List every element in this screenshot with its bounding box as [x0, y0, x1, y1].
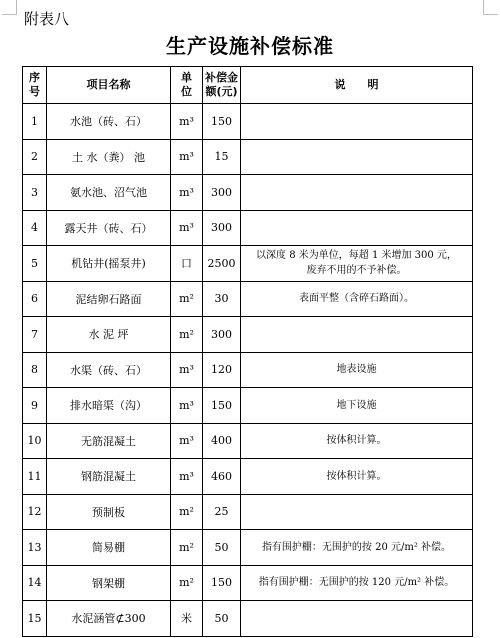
cell-name: 钢架棚 — [47, 565, 171, 601]
cell-name: 水池（砖、石） — [47, 104, 171, 140]
appendix-label: 附表八 — [24, 10, 70, 28]
cell-name: 排水暗渠（沟） — [47, 388, 171, 424]
cell-note: 按体积计算。 — [241, 423, 473, 459]
table-row — [23, 352, 473, 388]
cell-note — [241, 175, 473, 211]
header-note: 说 明 — [241, 67, 473, 104]
cell-note: 地表设施 — [241, 352, 473, 388]
table-header-row — [23, 67, 473, 104]
table-row — [23, 175, 473, 211]
cell-note: 地下设施 — [241, 388, 473, 424]
cell-price: 400 — [203, 423, 241, 459]
cell-no: 9 — [23, 388, 47, 424]
page-title: 生产设施补偿标准 — [166, 34, 334, 58]
cell-price: 15 — [203, 139, 241, 175]
cell-no: 4 — [23, 210, 47, 246]
page-corner-mark-right — [483, 0, 498, 15]
cell-note — [241, 601, 473, 637]
cell-name: 机钻井(摇泵井) — [47, 246, 171, 282]
cell-note — [241, 104, 473, 140]
cell-price: 120 — [203, 352, 241, 388]
table-row — [23, 104, 473, 140]
cell-no: 2 — [23, 139, 47, 175]
cell-unit: 口 — [171, 246, 203, 282]
cell-unit: m³ — [171, 352, 203, 388]
cell-no: 6 — [23, 281, 47, 317]
header-name: 项目名称 — [47, 67, 171, 104]
cell-unit: m³ — [171, 175, 203, 211]
cell-unit: m³ — [171, 388, 203, 424]
table-row — [23, 530, 473, 566]
cell-no: 7 — [23, 317, 47, 353]
cell-unit: 米 — [171, 601, 203, 637]
cell-note — [241, 139, 473, 175]
table-row — [23, 459, 473, 495]
cell-unit: m² — [171, 281, 203, 317]
table-row — [23, 494, 473, 530]
header-price: 补偿金 额(元) — [203, 67, 241, 104]
cell-price: 50 — [203, 601, 241, 637]
cell-price: 300 — [203, 317, 241, 353]
cell-price: 150 — [203, 388, 241, 424]
cell-name: 水泥涵管⊄300 — [47, 601, 171, 637]
cell-name: 水 泥 坪 — [47, 317, 171, 353]
cell-name: 露天井（砖、石） — [47, 210, 171, 246]
cell-no: 10 — [23, 423, 47, 459]
cell-unit: m³ — [171, 423, 203, 459]
cell-unit: m³ — [171, 459, 203, 495]
cell-name: 水渠（砖、石） — [47, 352, 171, 388]
cell-no: 3 — [23, 175, 47, 211]
cell-price: 150 — [203, 565, 241, 601]
cell-name: 钢筋混凝土 — [47, 459, 171, 495]
cell-note — [241, 210, 473, 246]
table-row — [23, 317, 473, 353]
cell-no: 1 — [23, 104, 47, 140]
cell-name: 氨水池、沼气池 — [47, 175, 171, 211]
cell-note: 指有围护棚：无围护的按 120 元/m² 补偿。 — [241, 565, 473, 601]
table-row — [23, 601, 473, 637]
cell-unit: m³ — [171, 139, 203, 175]
cell-name: 泥结卵石路面 — [47, 281, 171, 317]
cell-note: 以深度 8 米为单位，每超 1 米增加 300 元， 废弃不用的不予补偿。 — [241, 246, 473, 282]
cell-note: 指有围护棚：无围护的按 20 元/m² 补偿。 — [241, 530, 473, 566]
cell-note — [241, 317, 473, 353]
compensation-table — [22, 66, 473, 637]
cell-no: 12 — [23, 494, 47, 530]
cell-no: 13 — [23, 530, 47, 566]
table-row — [23, 210, 473, 246]
cell-name: 无筋混凝土 — [47, 423, 171, 459]
cell-no: 15 — [23, 601, 47, 637]
table-row — [23, 423, 473, 459]
table-row — [23, 565, 473, 601]
cell-unit: m² — [171, 530, 203, 566]
cell-unit: m² — [171, 494, 203, 530]
cell-name: 简易棚 — [47, 530, 171, 566]
cell-note: 表面平整（含碎石路面）。 — [241, 281, 473, 317]
cell-price: 25 — [203, 494, 241, 530]
cell-price: 300 — [203, 175, 241, 211]
cell-unit: m² — [171, 565, 203, 601]
cell-note — [241, 494, 473, 530]
cell-price: 460 — [203, 459, 241, 495]
table-row — [23, 281, 473, 317]
cell-unit: m³ — [171, 210, 203, 246]
cell-unit: m² — [171, 317, 203, 353]
cell-no: 5 — [23, 246, 47, 282]
cell-price: 50 — [203, 530, 241, 566]
cell-unit: m³ — [171, 104, 203, 140]
header-no: 序 号 — [23, 67, 47, 104]
cell-no: 14 — [23, 565, 47, 601]
table-row — [23, 246, 473, 282]
cell-name: 土 水（粪） 池 — [47, 139, 171, 175]
cell-price: 300 — [203, 210, 241, 246]
cell-name: 预制板 — [47, 494, 171, 530]
table-row — [23, 388, 473, 424]
cell-no: 8 — [23, 352, 47, 388]
page-corner-mark-left — [2, 0, 17, 15]
table-body — [23, 104, 473, 637]
header-unit: 单 位 — [171, 67, 203, 104]
cell-price: 30 — [203, 281, 241, 317]
cell-price: 150 — [203, 104, 241, 140]
table-row — [23, 139, 473, 175]
cell-price: 2500 — [203, 246, 241, 282]
cell-note: 按体积计算。 — [241, 459, 473, 495]
cell-no: 11 — [23, 459, 47, 495]
